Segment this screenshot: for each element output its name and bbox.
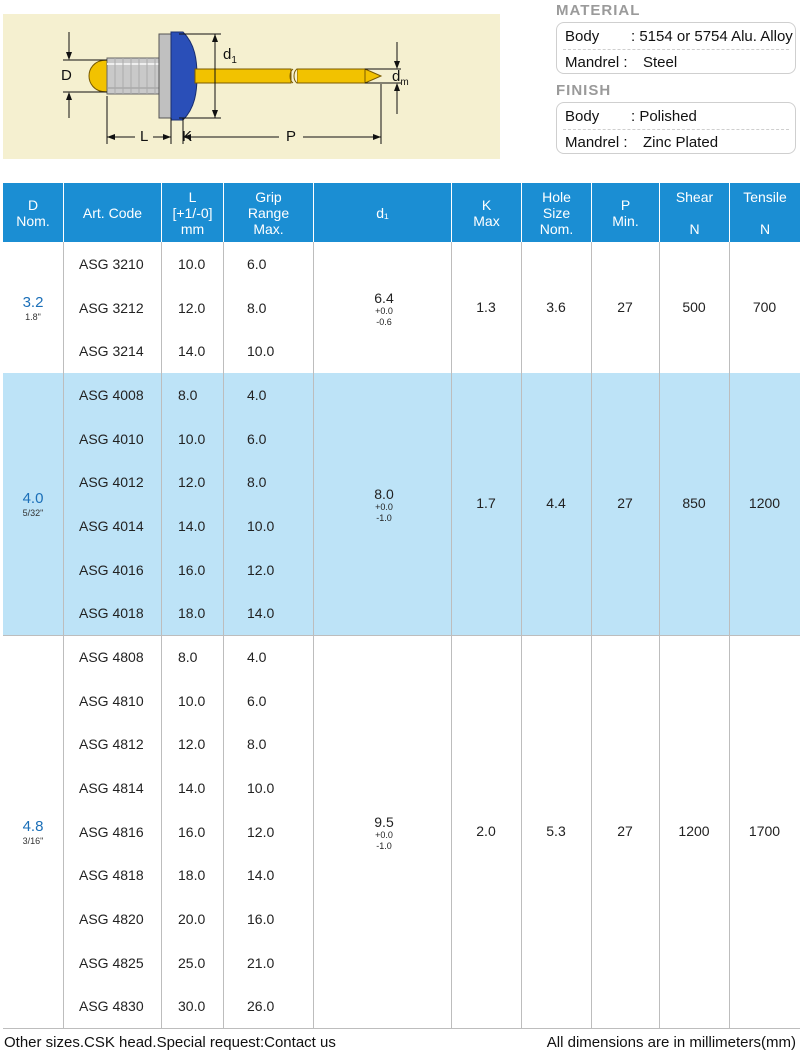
art-code-cell: ASG 4008	[79, 387, 144, 403]
header-hole-size	[522, 183, 591, 242]
label-l: L	[140, 128, 149, 145]
label-k: K	[182, 128, 193, 145]
footer-note: Other sizes.CSK head.Special request:Contact us	[4, 1034, 336, 1051]
column-divider	[659, 242, 660, 1028]
header-line: Grip	[255, 188, 282, 205]
finish-box	[556, 102, 796, 154]
art-code-cell: ASG 4814	[79, 780, 144, 796]
header-line: L	[188, 188, 197, 205]
header-line: Nom.	[539, 220, 574, 237]
art-code-cell: ASG 3210	[79, 256, 144, 272]
art-code-cell: ASG 4816	[79, 824, 144, 840]
header-p-min	[592, 183, 659, 242]
header-line: Shear	[675, 188, 714, 205]
column-divider	[223, 242, 224, 1028]
length-cell: 12.0	[178, 300, 206, 316]
header-line: [+1/-0]	[172, 204, 213, 221]
length-cell: 14.0	[178, 518, 206, 534]
header-d1	[314, 183, 451, 242]
d1-tol-minus: -1.0	[376, 513, 392, 523]
length-cell: 25.0	[178, 955, 206, 971]
divider	[563, 129, 789, 130]
header-line: Max.	[253, 220, 284, 237]
d1-value: 8.0	[374, 486, 394, 502]
rivet-diagram	[3, 14, 500, 159]
grip-cell: 10.0	[247, 518, 275, 534]
art-code-cell: ASG 3212	[79, 300, 144, 316]
finish-title: FINISH	[556, 82, 612, 99]
footer-units: All dimensions are in millimeters(mm)	[546, 1034, 796, 1051]
length-cell: 10.0	[178, 431, 206, 447]
finish-body-row: Body : Polished	[565, 108, 697, 125]
tensile-cell: 1700	[748, 822, 781, 839]
art-code-cell: ASG 3214	[79, 343, 144, 359]
header-tensile	[730, 183, 800, 242]
length-cell: 16.0	[178, 824, 206, 840]
column-divider	[729, 242, 730, 1028]
k-cell: 1.7	[476, 495, 496, 511]
header-line: Max	[473, 212, 500, 229]
header-d-nom	[3, 183, 63, 242]
length-cell: 20.0	[178, 911, 206, 927]
art-code-cell: ASG 4810	[79, 693, 144, 709]
shear-cell: 1200	[678, 822, 710, 839]
grip-cell: 26.0	[247, 998, 275, 1014]
d1-tol-plus: +0.0	[375, 305, 393, 316]
grip-cell: 8.0	[247, 736, 267, 752]
d1-tol-minus: -0.6	[376, 316, 392, 327]
length-cell: 14.0	[178, 343, 206, 359]
length-cell: 14.0	[178, 780, 206, 796]
d-nom-value: 3.2	[22, 293, 44, 311]
d1-cell	[316, 290, 452, 328]
d-nom-value: 4.0	[22, 490, 44, 507]
hole-cell: 4.4	[546, 495, 566, 511]
length-cell: 10.0	[178, 693, 206, 709]
length-cell: 8.0	[178, 387, 198, 403]
d1-value: 9.5	[374, 813, 394, 830]
art-code-cell: ASG 4808	[79, 649, 144, 665]
grip-cell: 4.0	[247, 387, 267, 403]
header-line: N	[689, 220, 700, 237]
art-code-cell: ASG 4018	[79, 605, 144, 621]
hole-cell: 3.6	[546, 298, 566, 315]
material-title: MATERIAL	[556, 2, 641, 19]
finish-mandrel-row: Mandrel : Zinc Plated	[565, 134, 719, 151]
label-p: P	[286, 128, 297, 145]
column-divider	[591, 242, 592, 1028]
p-cell: 27	[617, 822, 633, 839]
d-nom-inch: 5/32"	[22, 508, 44, 518]
art-code-cell: ASG 4016	[79, 562, 144, 578]
grip-cell: 10.0	[247, 780, 275, 796]
column-divider	[161, 242, 162, 1028]
header-art-code	[64, 183, 161, 242]
d1-value: 6.4	[374, 289, 394, 306]
length-cell: 12.0	[178, 736, 206, 752]
length-cell: 12.0	[178, 474, 206, 490]
row-group	[3, 373, 800, 635]
art-code-cell: ASG 4818	[79, 867, 144, 883]
header-k-max	[452, 183, 521, 242]
length-cell: 16.0	[178, 562, 206, 578]
header-line: D	[27, 196, 39, 213]
art-code-cell: ASG 4812	[79, 736, 144, 752]
length-cell: 10.0	[178, 256, 206, 272]
header-line: Art. Code	[82, 204, 143, 221]
column-divider	[313, 242, 314, 1028]
art-code-cell: ASG 4012	[79, 474, 144, 490]
grip-cell: 16.0	[247, 911, 275, 927]
art-code-cell: ASG 4820	[79, 911, 144, 927]
specification-table	[3, 183, 800, 1029]
header-line: Tensile	[743, 188, 787, 205]
d1-tol-minus: -1.0	[376, 840, 392, 851]
rivet-drawing	[3, 14, 500, 159]
header-line: K	[481, 196, 492, 213]
label-d1: $d_1$	[223, 46, 237, 66]
grip-cell: 21.0	[247, 955, 275, 971]
header-line: d₁	[376, 204, 389, 221]
d-nom-cell	[3, 294, 63, 322]
d1-tol-plus: +0.0	[375, 502, 393, 512]
divider	[563, 49, 789, 50]
grip-cell: 8.0	[247, 300, 267, 316]
art-code-cell: ASG 4825	[79, 955, 144, 971]
shear-cell: 500	[682, 298, 706, 315]
grip-cell: 4.0	[247, 649, 267, 665]
tensile-cell: 700	[752, 298, 777, 315]
row-divider	[3, 1028, 800, 1029]
p-cell: 27	[617, 495, 633, 511]
grip-cell: 10.0	[247, 343, 275, 359]
header-length	[162, 183, 223, 242]
header-line: Size	[542, 204, 571, 221]
d-nom-cell	[3, 490, 63, 518]
header-line: mm	[180, 220, 205, 237]
d1-cell	[316, 814, 452, 852]
header-line: Hole	[542, 188, 571, 205]
grip-cell: 14.0	[247, 605, 275, 621]
d-nom-inch: 1.8"	[25, 311, 41, 322]
material-mandrel-row: Mandrel : Steel	[565, 54, 678, 71]
column-divider	[63, 242, 64, 1028]
d1-cell	[316, 486, 452, 524]
length-cell: 18.0	[178, 605, 206, 621]
length-cell: 18.0	[178, 867, 206, 883]
k-cell: 2.0	[476, 822, 496, 839]
grip-cell: 12.0	[247, 562, 275, 578]
grip-cell: 6.0	[247, 693, 267, 709]
row-group	[3, 635, 800, 1028]
d-nom-value: 4.8	[22, 817, 44, 835]
k-cell: 1.3	[476, 298, 496, 315]
grip-cell: 6.0	[247, 431, 267, 447]
header-line: Range	[247, 204, 290, 221]
art-code-cell: ASG 4014	[79, 518, 144, 534]
length-cell: 30.0	[178, 998, 206, 1014]
header-line: Min.	[612, 212, 639, 229]
header-line: Nom.	[16, 212, 50, 229]
hole-cell: 5.3	[546, 822, 566, 839]
column-divider	[451, 242, 452, 1028]
p-cell: 27	[617, 298, 633, 315]
grip-cell: 8.0	[247, 474, 267, 490]
tensile-cell: 1200	[748, 495, 781, 511]
art-code-cell: ASG 4010	[79, 431, 144, 447]
row-group	[3, 242, 800, 373]
material-body-row: Body : 5154 or 5754 Alu. Alloy	[565, 28, 793, 45]
material-box	[556, 22, 796, 74]
column-divider	[521, 242, 522, 1028]
art-code-cell: ASG 4830	[79, 998, 144, 1014]
length-cell: 8.0	[178, 649, 198, 665]
grip-cell: 14.0	[247, 867, 275, 883]
label-dm: $d_m$	[392, 68, 409, 88]
d-nom-inch: 3/16"	[22, 835, 44, 846]
header-shear	[660, 183, 729, 242]
shear-cell: 850	[682, 495, 706, 511]
header-line: P	[620, 196, 631, 213]
d-nom-cell	[3, 818, 63, 846]
d1-tol-plus: +0.0	[375, 829, 393, 840]
grip-cell: 6.0	[247, 256, 267, 272]
header-grip-range	[224, 183, 313, 242]
header-line: N	[759, 220, 771, 237]
grip-cell: 12.0	[247, 824, 275, 840]
label-d: D	[61, 67, 72, 84]
